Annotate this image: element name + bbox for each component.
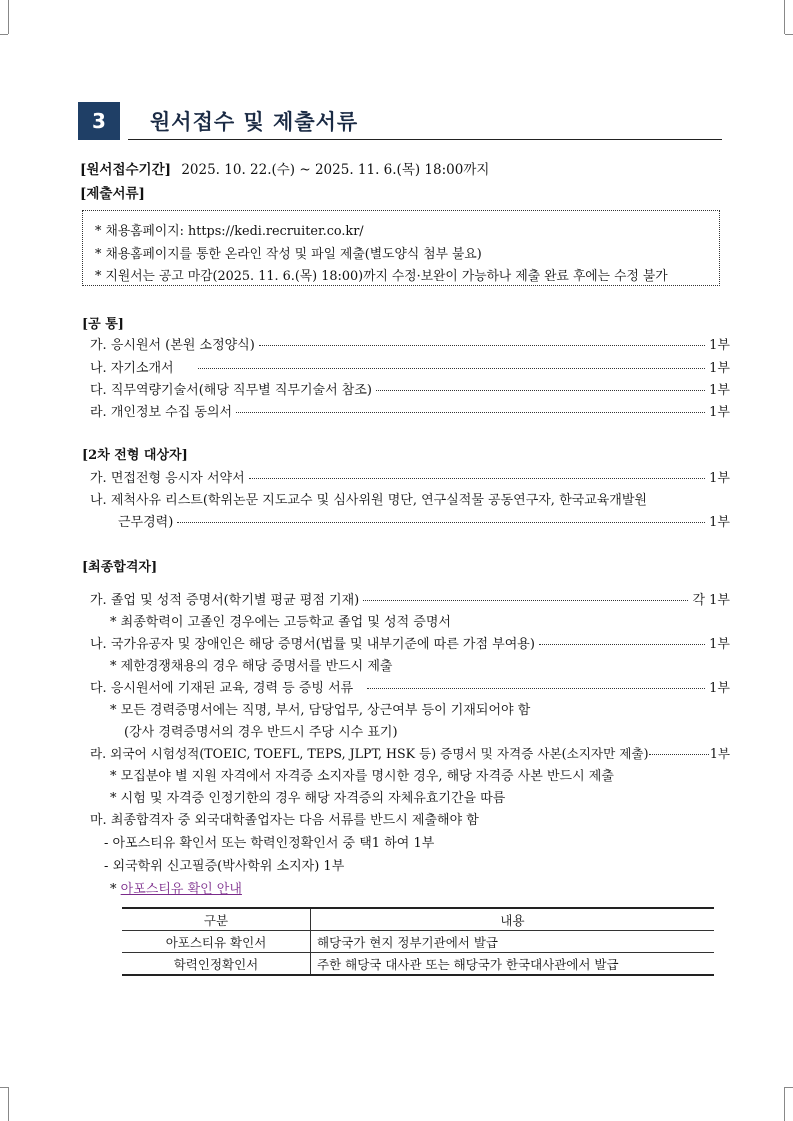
application-period <box>80 158 489 178</box>
notice-online: * 채용홈페이지를 통한 온라인 작성 및 파일 제출(별도양식 첨부 불요) <box>95 247 482 262</box>
crop-mark <box>785 34 793 35</box>
item-text: 근무경력) <box>118 515 174 530</box>
item-text: 라. 외국어 시험성적(TOEIC, TOEFL, TEPS, JLPT, HSK 등) 증명서 및 자격증 사본(소지자만 제출) <box>90 746 649 761</box>
item-count: 각 1부 <box>692 593 730 608</box>
list-item <box>90 677 730 696</box>
crop-mark <box>784 1087 785 1121</box>
notice-box <box>82 210 720 286</box>
section-underline <box>128 139 722 140</box>
table-cell: 아포스티유 확인서 <box>122 931 311 953</box>
table-cell: 해당국가 현지 정부기관에서 발급 <box>311 931 715 953</box>
asterisk: * <box>110 882 117 897</box>
item-note: (강사 경력증명서의 경우 반드시 주당 시수 표기) <box>124 725 398 740</box>
item-text: 나. 자기소개서 <box>90 361 174 376</box>
item-text: 다. 직무역량기술서(해당 직무별 직무기술서 참조) <box>90 383 372 398</box>
notice-homepage: * 채용홈페이지: https://kedi.recruiter.co.kr/ <box>95 224 364 239</box>
period-label: [원서접수기간] <box>80 162 172 178</box>
item-note: * 모든 경력증명서에는 직명, 부서, 담당업무, 상근여부 등이 기재되어야 함 <box>110 703 531 718</box>
item-text: 가. 졸업 및 성적 증명서(학기별 평균 평점 기재) <box>90 593 360 608</box>
section-header <box>78 102 722 140</box>
item-text: 가. 면접전형 응시자 서약서 <box>90 471 245 486</box>
apostille-guide-link[interactable]: 아포스티유 확인 안내 <box>120 882 242 897</box>
item-text: 가. 응시원서 (본원 소정양식) <box>90 338 255 353</box>
item-count: 1부 <box>709 515 730 530</box>
list-item <box>90 357 730 376</box>
item-text: 라. 개인정보 수집 동의서 <box>90 405 233 420</box>
documents-heading: [제출서류] <box>80 186 145 202</box>
table-row <box>122 931 714 953</box>
list-item <box>90 334 730 353</box>
item-count: 1부 <box>709 746 730 761</box>
list-item <box>90 589 730 608</box>
final-heading: [최종합격자] <box>82 560 158 575</box>
notice-deadline: * 지원서는 공고 마감(2025. 11. 6.(목) 18:00)까지 수정·보완이 가능하나 제출 완료 후에는 수정 불가 <box>95 269 668 284</box>
list-item <box>90 743 730 762</box>
crop-mark <box>8 0 9 34</box>
table-header: 구분 <box>122 908 311 931</box>
item-count: 1부 <box>709 383 730 398</box>
crop-mark <box>0 34 8 35</box>
period-value: 2025. 10. 22.(수) ~ 2025. 11. 6.(목) 18:00까지 <box>181 162 490 178</box>
item-note: * 시험 및 자격증 인정기한의 경우 해당 자격증의 자체유효기간을 따름 <box>110 791 506 806</box>
common-heading: [공 통] <box>82 317 124 332</box>
item-count: 1부 <box>709 637 730 652</box>
list-item <box>118 511 730 530</box>
list-item <box>90 633 730 652</box>
item-count: 1부 <box>709 681 730 696</box>
crop-mark <box>0 1087 8 1088</box>
apostille-guide <box>110 878 242 897</box>
sub-item: - 외국학위 신고필증(박사학위 소지자) 1부 <box>104 859 345 874</box>
list-item <box>90 401 730 420</box>
table-cell: 학력인정확인서 <box>122 953 311 976</box>
table-cell: 주한 해당국 대사관 또는 해당국가 한국대사관에서 발급 <box>311 953 715 976</box>
section-number: 3 <box>78 102 120 140</box>
item-text: 나. 국가유공자 및 장애인은 해당 증명서(법률 및 내부기준에 따른 가점 부여용) <box>90 637 535 652</box>
item-count: 1부 <box>709 338 730 353</box>
item-note: * 최종학력이 고졸인 경우에는 고등학교 졸업 및 성적 증명서 <box>110 615 451 630</box>
sub-item: - 아포스티유 확인서 또는 학력인정확인서 중 택1 하여 1부 <box>104 836 435 851</box>
list-item <box>90 379 730 398</box>
item-note: * 모집분야 별 지원 자격에서 자격증 소지자를 명시한 경우, 해당 자격증 사본 반드시 제출 <box>110 769 614 784</box>
table-header: 내용 <box>311 908 715 931</box>
item-count: 1부 <box>709 471 730 486</box>
crop-mark <box>784 0 785 34</box>
second-round-heading: [2차 전형 대상자] <box>82 448 188 463</box>
list-item <box>90 467 730 486</box>
item-count: 1부 <box>709 405 730 420</box>
crop-mark <box>785 1087 793 1088</box>
list-item-text: 나. 제척사유 리스트(학위논문 지도교수 및 심사위원 명단, 연구실적물 공동연구자, 한국교육개발원 <box>90 493 647 508</box>
table-header-row <box>122 908 714 931</box>
item-text: 다. 응시원서에 기재된 교육, 경력 등 증빙 서류 <box>90 681 354 696</box>
list-item-text: 마. 최종합격자 중 외국대학졸업자는 다음 서류를 반드시 제출해야 함 <box>90 813 479 828</box>
table-row <box>122 953 714 976</box>
apostille-table <box>122 907 714 976</box>
item-count: 1부 <box>709 361 730 376</box>
crop-mark <box>8 1087 9 1121</box>
item-note: * 제한경쟁채용의 경우 해당 증명서를 반드시 제출 <box>110 659 393 674</box>
section-title: 원서접수 및 제출서류 <box>150 110 359 134</box>
